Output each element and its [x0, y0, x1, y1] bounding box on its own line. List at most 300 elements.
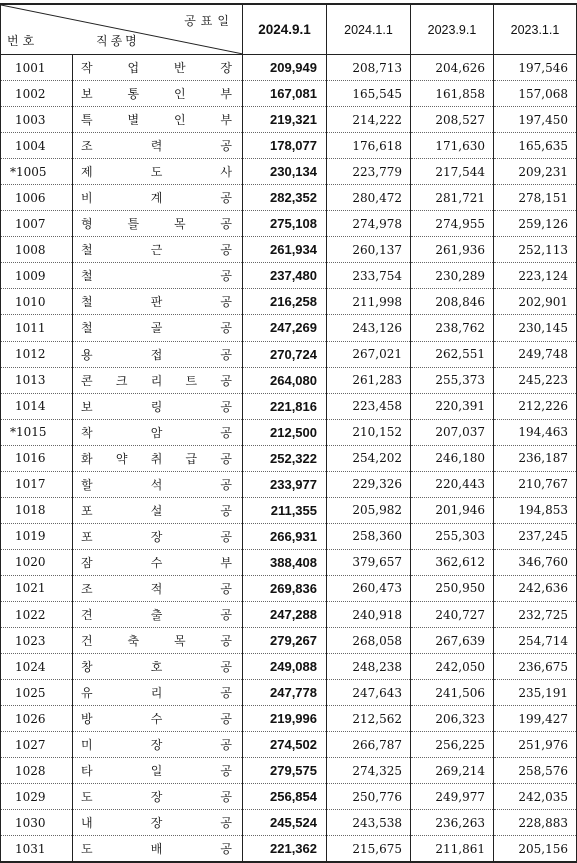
job-name-char: 형: [81, 217, 93, 232]
wage-value-cell-3: 269,214: [411, 758, 494, 784]
job-name-cell: [73, 263, 243, 289]
job-name-spread: [81, 85, 232, 102]
wage-value-cell-2: 233,754: [327, 263, 411, 289]
wage-value-cell-3: 220,391: [411, 393, 494, 419]
job-name-char: 판: [150, 295, 163, 310]
job-code-cell: 1008: [1, 237, 73, 263]
table-row: [1, 654, 577, 680]
job-code-cell: 1002: [1, 81, 73, 107]
wage-value-cell-3: 362,612: [411, 549, 494, 575]
job-code-cell: *1005: [1, 159, 73, 185]
job-code-cell: 1001: [1, 55, 73, 81]
job-name-char: 업: [127, 61, 140, 76]
wage-value-cell-1: 237,480: [243, 263, 327, 289]
job-name-char: 공: [220, 764, 232, 779]
wage-value-cell-4: 237,245: [494, 523, 577, 549]
wage-value-cell-3: 161,858: [411, 81, 494, 107]
job-name-cell: [73, 784, 243, 810]
job-name-char: 력: [150, 139, 163, 154]
wage-value-cell-4: 230,145: [494, 315, 577, 341]
wage-value-cell-2: 267,021: [327, 341, 411, 367]
job-name-spread: [81, 580, 232, 597]
job-name-char: 틀: [127, 217, 140, 232]
wage-value-cell-2: 210,152: [327, 419, 411, 445]
wage-value-cell-3: 204,626: [411, 55, 494, 81]
job-name-char: 공: [220, 399, 232, 414]
job-name-spread: [81, 606, 232, 623]
wage-value-cell-4: 232,725: [494, 601, 577, 627]
job-name-char: 계: [150, 191, 163, 206]
wage-value-cell-1: 247,778: [243, 680, 327, 706]
wage-value-cell-1: 264,080: [243, 367, 327, 393]
job-name-char: 근: [150, 243, 163, 258]
wage-value-cell-4: 202,901: [494, 289, 577, 315]
job-name-char: 유: [81, 686, 93, 701]
job-code-cell: 1013: [1, 367, 73, 393]
wage-value-cell-1: 279,575: [243, 758, 327, 784]
job-code-cell: 1029: [1, 784, 73, 810]
job-name-spread: [81, 736, 232, 753]
job-code-cell: 1020: [1, 549, 73, 575]
job-name-spread: [81, 59, 232, 76]
job-name-char: 견: [81, 608, 93, 622]
job-name-cell: [73, 237, 243, 263]
job-name-char: 보: [81, 399, 93, 414]
wage-value-cell-3: 211,861: [411, 836, 494, 863]
job-name-char: 내: [81, 816, 93, 831]
job-code-cell: 1004: [1, 133, 73, 159]
job-name-char: 공: [220, 529, 232, 544]
job-name-char: 공: [220, 373, 232, 388]
table-row: [1, 315, 577, 341]
job-name-spread: [81, 476, 232, 493]
wage-value-cell-4: 210,767: [494, 471, 577, 497]
wage-value-cell-1: 269,836: [243, 575, 327, 601]
table-row: [1, 55, 577, 81]
job-name-spread: [81, 319, 232, 336]
wage-value-cell-4: 278,151: [494, 185, 577, 211]
job-name-char: 공: [220, 295, 232, 310]
job-name-spread: [81, 840, 232, 857]
wage-value-cell-2: 266,787: [327, 732, 411, 758]
wage-value-cell-2: 261,283: [327, 367, 411, 393]
job-name-char: 수: [150, 712, 163, 727]
job-name-char: 별: [127, 113, 140, 128]
job-code-cell: 1026: [1, 706, 73, 732]
job-name-char: 리: [150, 373, 163, 388]
job-name-spread: [81, 450, 232, 467]
job-name-spread: [81, 554, 232, 571]
job-name-cell: [73, 732, 243, 758]
job-name-char: 공: [220, 816, 232, 831]
job-name-char: 창: [81, 660, 93, 675]
wage-value-cell-2: 274,325: [327, 758, 411, 784]
job-name-char: 석: [150, 477, 163, 492]
wage-value-cell-4: 235,191: [494, 680, 577, 706]
job-name-char: 취: [150, 451, 163, 466]
job-name-cell: [73, 289, 243, 315]
diagonal-header-cell: [1, 4, 243, 55]
job-name-char: 수: [150, 555, 163, 570]
wage-value-cell-1: 209,949: [243, 55, 327, 81]
job-name-cell: [73, 810, 243, 836]
job-name-char: 공: [220, 738, 232, 753]
announcement-date-label: 공표일: [184, 14, 234, 28]
job-name-char: 장: [220, 61, 232, 76]
date-header-3: 2023.9.1: [411, 4, 494, 55]
wage-value-cell-4: 197,450: [494, 107, 577, 133]
wage-value-cell-1: 219,996: [243, 706, 327, 732]
wage-value-cell-4: 197,546: [494, 55, 577, 81]
wage-value-cell-1: 245,524: [243, 810, 327, 836]
wage-value-cell-1: 282,352: [243, 185, 327, 211]
wage-value-cell-4: 165,635: [494, 133, 577, 159]
job-name-char: 잠: [81, 555, 93, 570]
table-row: [1, 784, 577, 810]
job-code-cell: 1017: [1, 471, 73, 497]
job-name-char: 포: [81, 529, 93, 544]
job-name-char: 반: [173, 61, 186, 76]
wage-value-cell-2: 176,618: [327, 133, 411, 159]
job-name-char: 부: [220, 555, 232, 570]
wage-value-cell-2: 280,472: [327, 185, 411, 211]
wage-value-cell-4: 205,156: [494, 836, 577, 863]
wage-value-cell-3: 281,721: [411, 185, 494, 211]
job-name-char: 비: [81, 191, 93, 206]
job-name-char: 조: [81, 581, 93, 596]
job-name-spread: [81, 267, 232, 284]
job-code-cell: 1006: [1, 185, 73, 211]
job-name-cell: [73, 133, 243, 159]
wage-value-cell-1: 233,977: [243, 471, 327, 497]
table-row: [1, 133, 577, 159]
job-name-char: 설: [150, 503, 163, 518]
job-name-spread: [81, 111, 232, 128]
wage-value-cell-3: 206,323: [411, 706, 494, 732]
wage-value-cell-2: 205,982: [327, 497, 411, 523]
job-name-char: 공: [220, 660, 232, 675]
table-row: [1, 680, 577, 706]
job-name-char: 보: [81, 87, 93, 102]
wage-value-cell-1: 279,267: [243, 628, 327, 654]
job-name-char: 장: [150, 816, 163, 831]
table-row: [1, 263, 577, 289]
job-name-spread: [81, 502, 232, 519]
wage-value-cell-3: 240,727: [411, 601, 494, 627]
wage-table-body: [1, 55, 577, 863]
wage-value-cell-3: 262,551: [411, 341, 494, 367]
job-name-spread: [81, 814, 232, 831]
job-code-cell: 1030: [1, 810, 73, 836]
wage-value-cell-2: 211,998: [327, 289, 411, 315]
wage-value-cell-3: 255,303: [411, 523, 494, 549]
job-name-cell: [73, 758, 243, 784]
job-name-char: 링: [150, 399, 163, 414]
table-row: [1, 81, 577, 107]
job-name-spread: [81, 189, 232, 206]
job-name-spread: [81, 215, 232, 232]
job-name-char: 공: [220, 139, 232, 154]
job-name-char: 도: [81, 842, 93, 857]
wage-value-cell-2: 240,918: [327, 601, 411, 627]
wage-value-cell-4: 236,187: [494, 445, 577, 471]
job-code-cell: 1010: [1, 289, 73, 315]
job-name-cell: [73, 341, 243, 367]
wage-value-cell-2: 214,222: [327, 107, 411, 133]
job-name-spread: [81, 163, 232, 180]
wage-value-cell-3: 255,373: [411, 367, 494, 393]
job-name-cell: [73, 393, 243, 419]
job-name-spread: [81, 762, 232, 779]
job-name-char: 타: [81, 764, 93, 779]
job-name-spread: [81, 424, 232, 441]
job-name-spread: [81, 788, 232, 805]
job-code-cell: 1021: [1, 575, 73, 601]
job-name-cell: [73, 549, 243, 575]
wage-value-cell-1: 247,288: [243, 601, 327, 627]
wage-value-cell-3: 261,936: [411, 237, 494, 263]
job-name-spread: [81, 632, 232, 649]
table-row: [1, 471, 577, 497]
wage-value-cell-2: 379,657: [327, 549, 411, 575]
job-name-char: 통: [127, 87, 140, 102]
job-name-char: 목: [173, 634, 186, 649]
job-name-char: 철: [81, 243, 93, 258]
table-row: [1, 706, 577, 732]
job-name-char: 건: [81, 634, 93, 649]
job-name-column-label: 직종명: [96, 34, 140, 48]
wage-value-cell-3: 208,846: [411, 289, 494, 315]
job-name-char: 사: [220, 165, 232, 180]
job-name-char: 공: [220, 712, 232, 727]
wage-value-cell-1: 252,322: [243, 445, 327, 471]
wage-value-cell-2: 243,126: [327, 315, 411, 341]
job-code-cell: 1019: [1, 523, 73, 549]
job-name-char: 리: [150, 686, 163, 701]
job-name-char: 공: [220, 608, 232, 622]
job-name-cell: [73, 81, 243, 107]
wage-value-cell-2: 254,202: [327, 445, 411, 471]
job-name-char: 특: [81, 113, 93, 128]
wage-value-cell-2: 268,058: [327, 628, 411, 654]
wage-value-cell-3: 250,950: [411, 575, 494, 601]
date-header-4: 2023.1.1: [494, 4, 577, 55]
job-name-char: 도: [150, 165, 163, 180]
job-name-char: 철: [81, 269, 93, 284]
wage-value-cell-3: 238,762: [411, 315, 494, 341]
job-name-spread: [81, 241, 232, 258]
job-name-char: 조: [81, 139, 93, 154]
wage-value-cell-2: 260,137: [327, 237, 411, 263]
wage-value-cell-1: 270,724: [243, 341, 327, 367]
job-name-char: 포: [81, 503, 93, 518]
table-row: [1, 107, 577, 133]
job-name-char: 방: [81, 712, 93, 727]
job-name-cell: [73, 471, 243, 497]
job-name-spread: [81, 658, 232, 675]
table-row: [1, 393, 577, 419]
job-name-cell: [73, 211, 243, 237]
job-name-cell: [73, 419, 243, 445]
job-name-cell: [73, 523, 243, 549]
job-name-char: 작: [81, 61, 93, 76]
job-name-spread: [81, 710, 232, 727]
wage-value-cell-1: 212,500: [243, 419, 327, 445]
wage-value-cell-2: 212,562: [327, 706, 411, 732]
job-name-spread: [81, 346, 232, 363]
table-row: [1, 367, 577, 393]
wage-value-cell-1: 219,321: [243, 107, 327, 133]
wage-value-cell-1: 266,931: [243, 523, 327, 549]
wage-value-cell-3: 274,955: [411, 211, 494, 237]
job-name-char: 인: [173, 113, 186, 128]
wage-value-cell-1: 249,088: [243, 654, 327, 680]
wage-value-cell-3: 256,225: [411, 732, 494, 758]
wage-value-cell-1: 275,108: [243, 211, 327, 237]
wage-value-cell-4: 242,035: [494, 784, 577, 810]
wage-value-cell-4: 194,853: [494, 497, 577, 523]
wage-value-cell-3: 208,527: [411, 107, 494, 133]
wage-value-cell-4: 209,231: [494, 159, 577, 185]
job-code-cell: 1018: [1, 497, 73, 523]
table-row: [1, 628, 577, 654]
job-name-cell: [73, 445, 243, 471]
job-name-char: 일: [150, 764, 163, 779]
job-name-spread: [81, 398, 232, 415]
wage-value-cell-4: 212,226: [494, 393, 577, 419]
wage-value-cell-3: 236,263: [411, 810, 494, 836]
wage-value-cell-1: 216,258: [243, 289, 327, 315]
wage-value-cell-4: 259,126: [494, 211, 577, 237]
job-code-cell: 1011: [1, 315, 73, 341]
wage-value-cell-4: 223,124: [494, 263, 577, 289]
table-row: [1, 549, 577, 575]
wage-value-cell-4: 249,748: [494, 341, 577, 367]
job-code-cell: *1015: [1, 419, 73, 445]
job-name-spread: [81, 528, 232, 545]
job-code-cell: 1027: [1, 732, 73, 758]
job-name-char: 부: [220, 113, 232, 128]
table-row: [1, 758, 577, 784]
job-name-char: 할: [81, 477, 93, 492]
table-row: [1, 523, 577, 549]
wage-value-cell-2: 248,238: [327, 654, 411, 680]
job-name-char: 공: [220, 347, 232, 362]
table-row: [1, 497, 577, 523]
job-name-char: 공: [220, 321, 232, 336]
job-name-cell: [73, 654, 243, 680]
job-name-char: 공: [220, 503, 232, 518]
job-name-char: 공: [220, 477, 232, 492]
job-name-char: 급: [185, 451, 198, 466]
table-row: [1, 810, 577, 836]
job-code-cell: 1009: [1, 263, 73, 289]
job-code-cell: 1003: [1, 107, 73, 133]
wage-value-cell-3: 217,544: [411, 159, 494, 185]
wage-value-cell-2: 208,713: [327, 55, 411, 81]
wage-value-cell-4: 245,223: [494, 367, 577, 393]
job-name-char: 공: [220, 217, 232, 232]
job-name-cell: [73, 107, 243, 133]
wage-value-cell-4: 251,976: [494, 732, 577, 758]
job-name-char: 크: [115, 373, 128, 388]
table-row: [1, 159, 577, 185]
job-name-spread: [81, 293, 232, 310]
job-name-cell: [73, 680, 243, 706]
wage-value-cell-1: 167,081: [243, 81, 327, 107]
wage-value-cell-3: 241,506: [411, 680, 494, 706]
wage-value-cell-1: 221,816: [243, 393, 327, 419]
table-row: [1, 289, 577, 315]
job-code-cell: 1024: [1, 654, 73, 680]
job-code-cell: 1012: [1, 341, 73, 367]
table-row: [1, 732, 577, 758]
job-name-char: 인: [173, 87, 186, 102]
job-name-char: 목: [173, 217, 186, 232]
job-name-cell: [73, 706, 243, 732]
job-code-cell: 1025: [1, 680, 73, 706]
wage-value-cell-2: 229,326: [327, 471, 411, 497]
wage-value-cell-4: 228,883: [494, 810, 577, 836]
wage-value-cell-3: 201,946: [411, 497, 494, 523]
wage-value-cell-3: 242,050: [411, 654, 494, 680]
wage-value-cell-1: 178,077: [243, 133, 327, 159]
wage-value-cell-3: 207,037: [411, 419, 494, 445]
job-code-cell: 1022: [1, 601, 73, 627]
job-code-cell: 1028: [1, 758, 73, 784]
job-name-char: 공: [220, 686, 232, 701]
wage-value-cell-1: 261,934: [243, 237, 327, 263]
job-name-char: 접: [150, 347, 163, 362]
job-code-cell: 1014: [1, 393, 73, 419]
wage-value-cell-4: 157,068: [494, 81, 577, 107]
job-name-cell: [73, 367, 243, 393]
wage-value-cell-2: 258,360: [327, 523, 411, 549]
job-name-cell: [73, 628, 243, 654]
job-name-char: 축: [127, 634, 140, 649]
job-name-char: 약: [115, 451, 128, 466]
header-row: [1, 4, 577, 55]
job-name-char: 공: [220, 451, 232, 466]
wage-value-cell-1: 256,854: [243, 784, 327, 810]
job-name-cell: [73, 601, 243, 627]
job-name-char: 철: [81, 321, 93, 336]
job-name-char: 공: [220, 634, 232, 649]
wage-value-cell-4: 346,760: [494, 549, 577, 575]
date-header-1: 2024.9.1: [243, 4, 327, 55]
wage-value-cell-2: 215,675: [327, 836, 411, 863]
job-name-char: 도: [81, 790, 93, 805]
wage-value-cell-1: 388,408: [243, 549, 327, 575]
job-name-char: 부: [220, 87, 232, 102]
job-name-char: 용: [81, 347, 93, 362]
wage-value-cell-4: 258,576: [494, 758, 577, 784]
table-row: [1, 575, 577, 601]
wage-value-cell-3: 246,180: [411, 445, 494, 471]
job-name-cell: [73, 497, 243, 523]
table-row: [1, 185, 577, 211]
wage-value-cell-1: 221,362: [243, 836, 327, 863]
wage-value-cell-3: 220,443: [411, 471, 494, 497]
job-name-char: 공: [220, 790, 232, 805]
job-name-char: 공: [220, 191, 232, 206]
wage-value-cell-1: 211,355: [243, 497, 327, 523]
job-name-char: 호: [150, 660, 163, 675]
wage-value-cell-1: 274,502: [243, 732, 327, 758]
job-name-cell: [73, 55, 243, 81]
job-name-cell: [73, 315, 243, 341]
job-name-char: 공: [220, 269, 232, 284]
